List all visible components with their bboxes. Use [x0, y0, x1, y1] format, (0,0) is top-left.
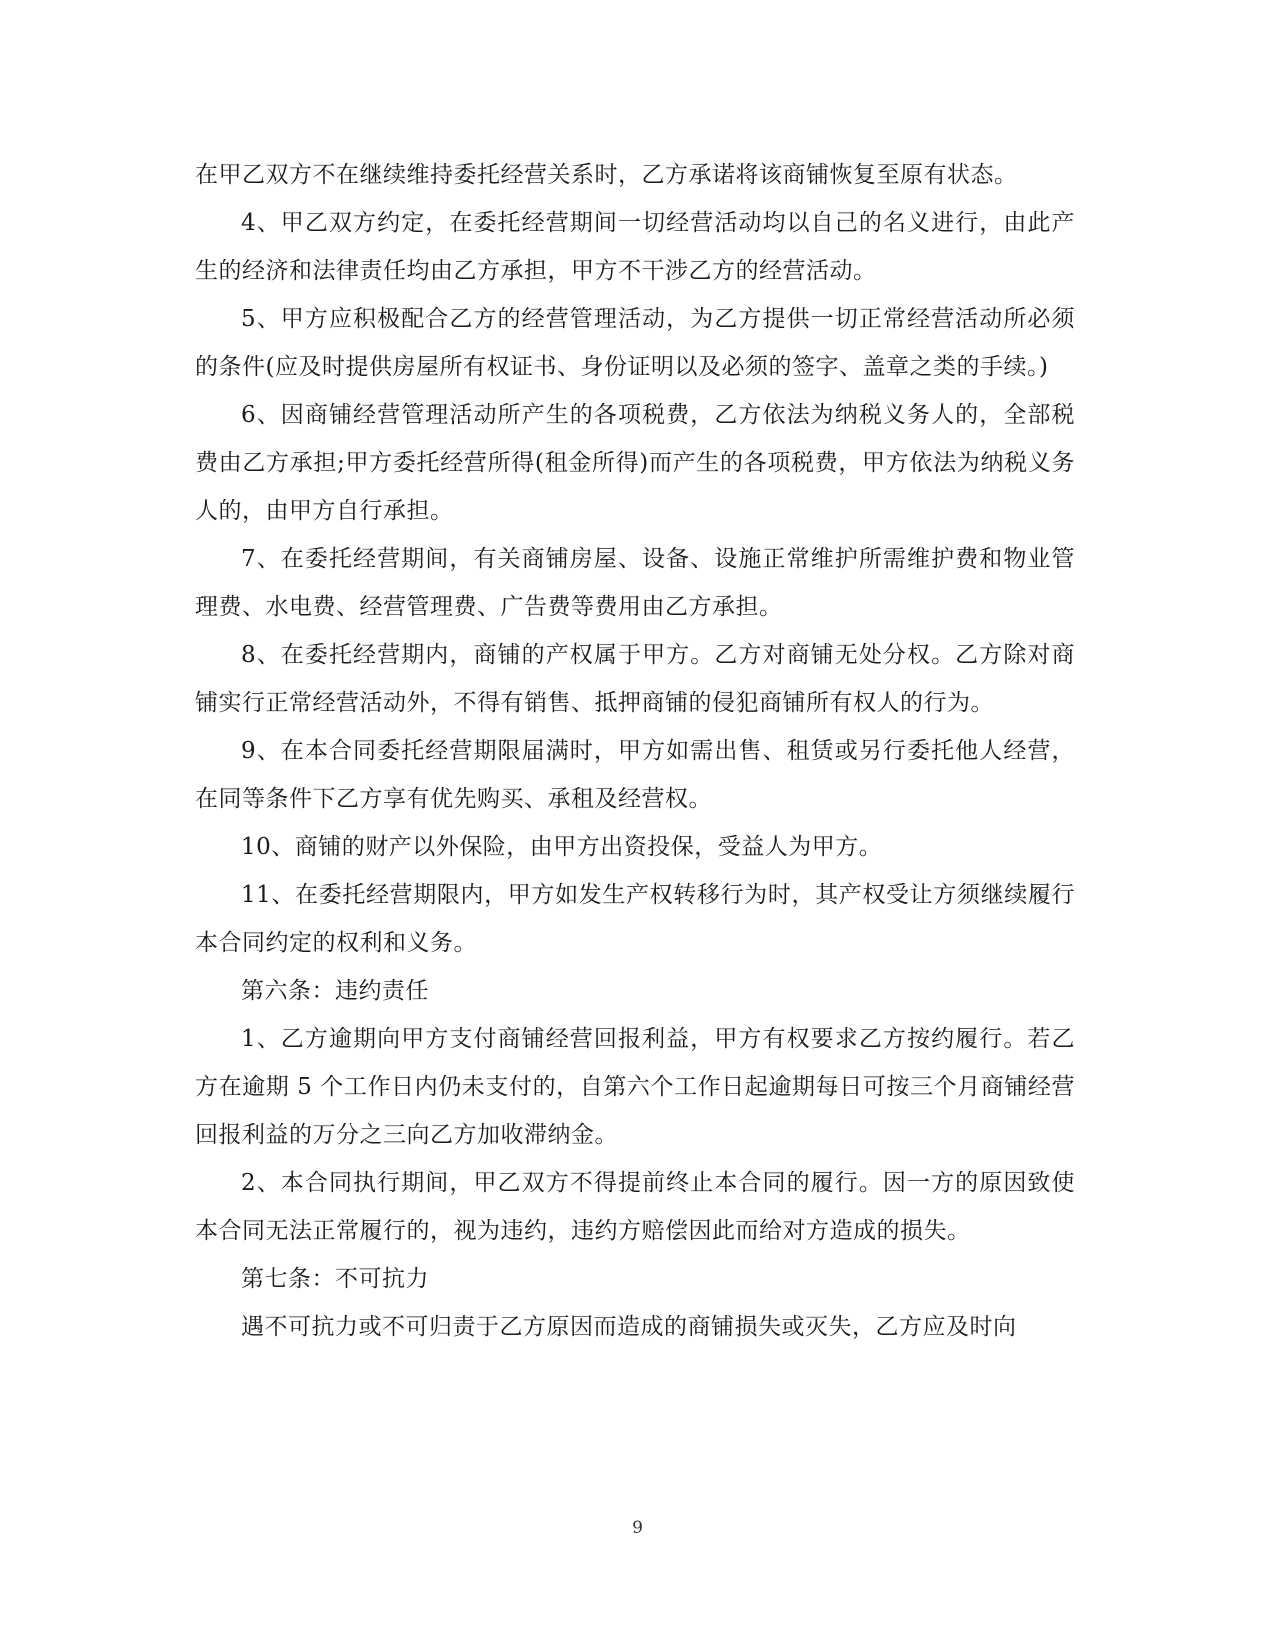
paragraph: 2、本合同执行期间，甲乙双方不得提前终止本合同的履行。因一方的原因致使本合同无法正常履行的，视为违约，违约方赔偿因此而给对方造成的损失。: [195, 1170, 1075, 1244]
section-heading: 第七条：不可抗力: [241, 1266, 429, 1292]
page-number: 9: [632, 1518, 643, 1538]
paragraph: 1、乙方逾期向甲方支付商铺经营回报利益，甲方有权要求乙方按约履行。若乙方在逾期 5 个工作日内仍未支付的，自第六个工作日起逾期每日可按三个月商铺经营回报利益的万分之三向乙方加收滞纳金。: [195, 1026, 1075, 1148]
paragraph: 9、在本合同委托经营期限届满时，甲方如需出售、租赁或另行委托他人经营，在同等条件下乙方享有优先购买、承租及经营权。: [195, 738, 1075, 812]
paragraph: 4、甲乙双方约定，在委托经营期间一切经营活动均以自己的名义进行，由此产生的经济和法律责任均由乙方承担，甲方不干涉乙方的经营活动。: [195, 210, 1075, 284]
paragraph: 5、甲方应积极配合乙方的经营管理活动，为乙方提供一切正常经营活动所必须的条件(应及时提供房屋所有权证书、身份证明以及必须的签字、盖章之类的手续。): [195, 306, 1075, 380]
paragraph: 在甲乙双方不在继续维持委托经营关系时，乙方承诺将该商铺恢复至原有状态。: [195, 162, 1018, 188]
paragraph: 11、在委托经营期限内，甲方如发生产权转移行为时，其产权受让方须继续履行本合同约定的权利和义务。: [195, 882, 1075, 956]
paragraph: 遇不可抗力或不可归责于乙方原因而造成的商铺损失或灭失，乙方应及时向: [241, 1314, 1017, 1340]
paragraph: 7、在委托经营期间，有关商铺房屋、设备、设施正常维护所需维护费和物业管理费、水电费、经营管理费、广告费等费用由乙方承担。: [195, 546, 1075, 620]
paragraph: 6、因商铺经营管理活动所产生的各项税费，乙方依法为纳税义务人的，全部税费由乙方承担;甲方委托经营所得(租金所得)而产生的各项税费，甲方依法为纳税义务人的，由甲方自行承担。: [195, 402, 1075, 524]
document-body: [195, 151, 1075, 1351]
paragraph: 10、商铺的财产以外保险，由甲方出资投保，受益人为甲方。: [241, 834, 883, 860]
paragraph: 8、在委托经营期内，商铺的产权属于甲方。乙方对商铺无处分权。乙方除对商铺实行正常经营活动外，不得有销售、抵押商铺的侵犯商铺所有权人的行为。: [195, 642, 1075, 716]
section-heading: 第六条：违约责任: [241, 978, 429, 1004]
